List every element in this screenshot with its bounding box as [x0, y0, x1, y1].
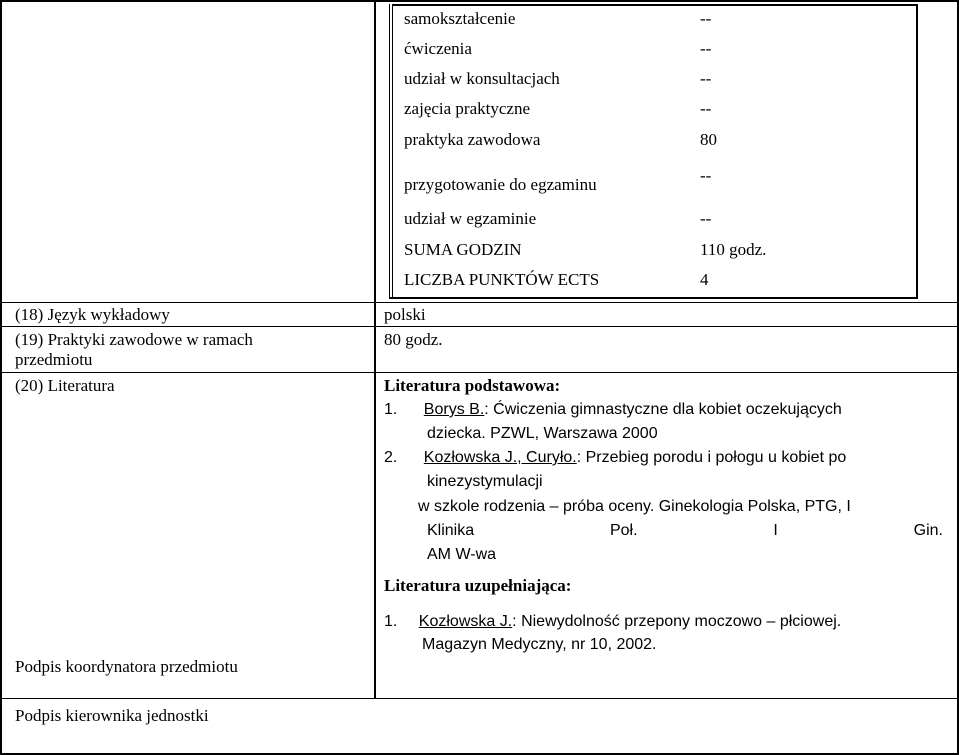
hours-row-value: -- [700, 9, 712, 28]
row-divider-practice [0, 326, 959, 327]
item-text: : Ćwiczenia gimnastyczne dla kobiet oczekujących [484, 401, 842, 418]
supplementary-literature-heading: Literatura uzupełniająca: [384, 576, 572, 595]
hours-row-value: -- [700, 39, 712, 58]
supplementary-literature-item-cont: Magazyn Medyczny, nr 10, 2002. [422, 636, 657, 653]
item-author: Kozłowska J. [418, 613, 513, 630]
supplementary-literature-item [384, 612, 841, 632]
hours-row-label: zajęcia praktyczne [404, 99, 530, 118]
field-number: (18) [15, 305, 44, 324]
hours-table-left-border-2 [392, 4, 393, 298]
item-number: 1. [384, 401, 398, 418]
basic-literature-item-cont: AM W-wa [427, 546, 497, 563]
outer-border-left [0, 0, 2, 755]
basic-literature-item [384, 400, 842, 420]
basic-literature-heading: Literatura podstawowa: [384, 376, 561, 395]
hours-row-value: -- [700, 166, 712, 185]
basic-literature-item [384, 448, 846, 468]
hours-table-right-border [916, 4, 918, 299]
basic-literature-item-cont: Klinika Poł. I Gin. [427, 522, 943, 539]
hours-row-value: -- [700, 69, 712, 88]
hours-row-label: ćwiczenia [404, 39, 472, 58]
item-text: : Niewydolność przepony moczowo – płciowej. [512, 613, 842, 630]
hours-row-value: -- [700, 99, 712, 118]
item-number: 1. [384, 613, 398, 630]
head-signature-label: Podpis kierownika jednostki [15, 706, 209, 725]
hours-row-value: -- [700, 209, 712, 228]
item-author: Kozłowska J., Curyło. [423, 449, 577, 466]
field-number: (19) [15, 330, 44, 349]
basic-literature-item-cont: w szkole rodzenia – próba oceny. Ginekologia Polska, PTG, I [418, 498, 851, 515]
basic-literature-item-cont: dziecka. PZWL, Warszawa 2000 [427, 425, 658, 442]
hours-table-bottom-border [389, 297, 918, 299]
item-number: 2. [384, 449, 398, 466]
field-number: (20) [15, 376, 44, 395]
hours-sum-value: 110 godz. [700, 240, 767, 259]
row-divider-language [0, 302, 959, 303]
practice-field-label [15, 330, 253, 350]
language-field-value: polski [384, 305, 426, 324]
hours-row-label: samokształcenie [404, 9, 516, 28]
ects-value: 4 [700, 270, 709, 289]
column-divider [374, 0, 376, 698]
hours-row-value: 80 [700, 130, 717, 149]
hours-sum-label: SUMA GODZIN [404, 240, 522, 259]
item-text: : Przebieg porodu i połogu u kobiet po [576, 449, 847, 466]
row-divider-signature [0, 698, 959, 699]
item-author: Borys B. [423, 401, 485, 418]
hours-row-label: przygotowanie do egzaminu [404, 175, 597, 194]
hours-row-label: praktyka zawodowa [404, 130, 541, 149]
practice-field-value: 80 godz. [384, 330, 443, 349]
ects-label: LICZBA PUNKTÓW ECTS [404, 270, 600, 289]
hours-table-left-border [389, 4, 390, 298]
outer-border-top [0, 0, 959, 2]
hours-table-top-border [392, 4, 918, 6]
coordinator-signature-label: Podpis koordynatora przedmiotu [15, 657, 238, 676]
hours-row-label: udział w konsultacjach [404, 69, 560, 88]
field-label-text: Literatura [47, 376, 115, 395]
basic-literature-item-cont: kinezystymulacji [427, 473, 543, 490]
practice-field-label-cont: przedmiotu [15, 350, 93, 369]
hours-row-label: udział w egzaminie [404, 209, 537, 228]
language-field-label [15, 305, 170, 325]
literature-field-label [15, 376, 115, 396]
field-label-text: Praktyki zawodowe w ramach [47, 330, 253, 349]
field-label-text: Język wykładowy [47, 305, 170, 324]
row-divider-literature [0, 372, 959, 373]
